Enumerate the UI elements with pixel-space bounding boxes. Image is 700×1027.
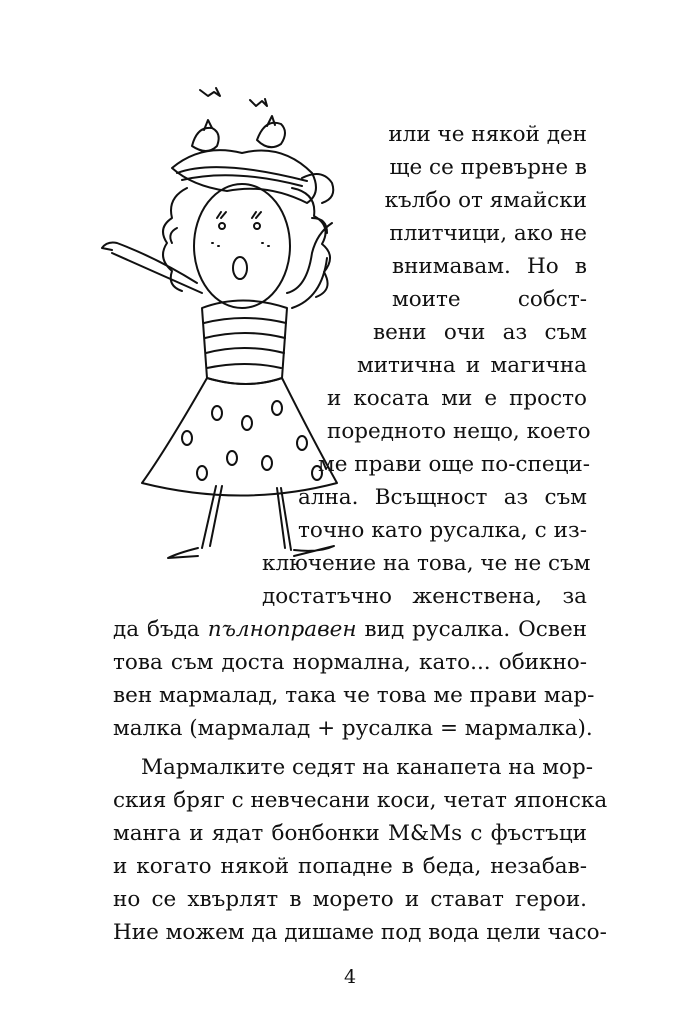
text-line: и когато някой попадне в беда, незабав- [113, 854, 587, 879]
text-line [113, 613, 587, 646]
text-line: това съм доста нормална, като... обикно- [113, 650, 587, 675]
text-line: манга и ядат бонбонки M&Ms с фъстъци [113, 821, 587, 846]
text-line: вени очи аз съм [373, 320, 587, 345]
text-segment: да бъда [113, 617, 208, 642]
text-line: митична и магична [357, 353, 587, 378]
italic-word: пълноправен [207, 617, 357, 642]
text-line: ме прави още по-специ- [318, 452, 591, 477]
text-line: плитчици, ако не [389, 221, 587, 246]
text-line: ключение на това, че не съм [262, 551, 591, 576]
text-line: и косата ми е просто [327, 386, 587, 411]
text-line: Мармалките седят на канапета на мор- [141, 755, 593, 780]
page-number: 4 [343, 966, 357, 988]
text-line: ще се превърне в [389, 155, 587, 180]
text-line: поредното нещо, което [327, 419, 591, 444]
text-line: вен мармалад, така че това ме прави мар- [113, 683, 595, 708]
text-line: ския бряг с невчесани коси, четат японска [113, 788, 608, 813]
text-line: Ние можем да дишаме под вода цели часо- [113, 920, 607, 945]
text-line: точно като русалка, с из- [298, 518, 587, 543]
text-line: моите собст- [392, 287, 587, 312]
text-line: или че някой ден [388, 122, 587, 147]
text-line: малка (мармалад + русалка = мармалка). [113, 716, 593, 741]
text-line: внимавам. Но в [392, 254, 587, 279]
text-line: достатъчно женствена, за [262, 584, 587, 609]
text-line: кълбо от ямайски [384, 188, 587, 213]
text-segment: вид русалка. Освен [356, 617, 588, 642]
text-line: но се хвърлят в морето и стават герои. [113, 887, 587, 912]
text-line: ална. Всъщност аз съм [298, 485, 587, 510]
